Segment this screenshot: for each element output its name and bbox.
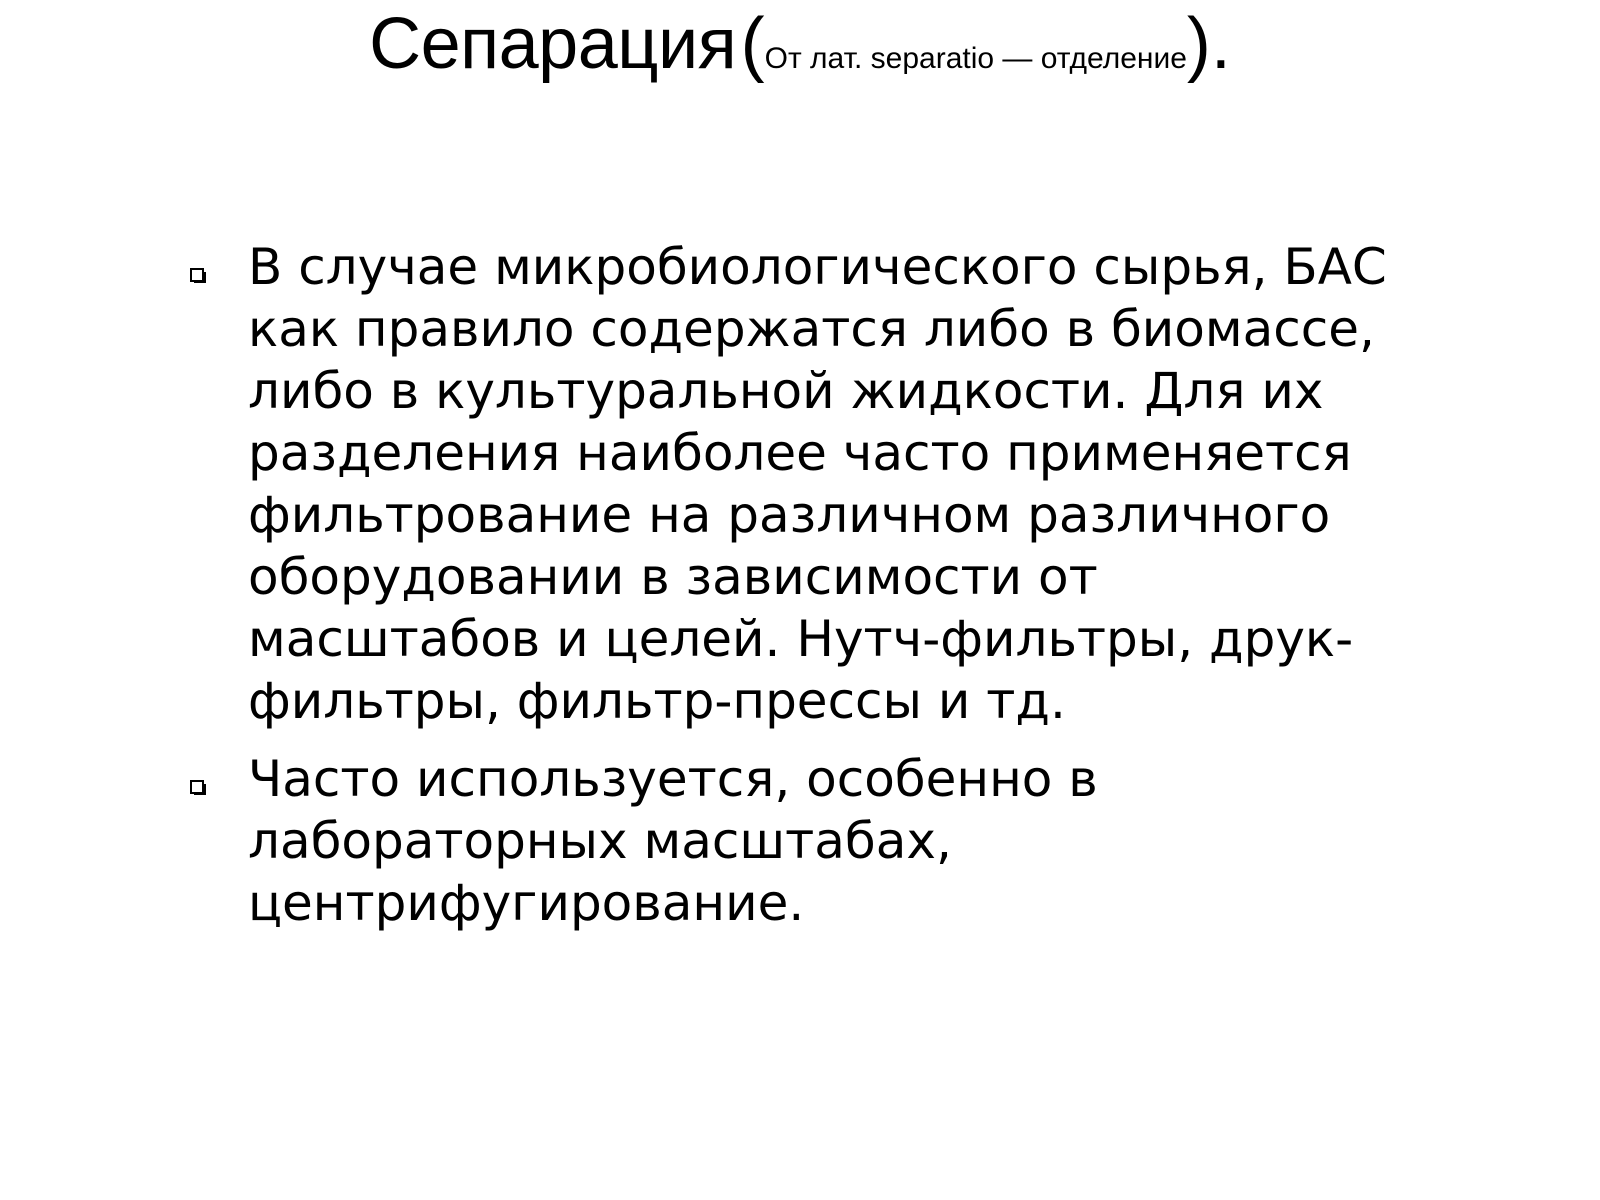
bullet-text: Часто используется, особенно в лабораторных масштабах, центрифугирование. bbox=[248, 750, 1098, 932]
square-bullet-icon bbox=[190, 266, 208, 284]
list-item bbox=[190, 236, 1570, 732]
bullet-text: В случае микробиологического сырья, БАС как правило содержатся либо в биомассе, либо в культуральной жидкости. Для их разделения наиболее часто применяется фильтрование на различном различного оборудовании в зависимости от масштабов и целей. Нутч-фильтры, друк-фильтры, фильтр-прессы и тд. bbox=[248, 238, 1387, 730]
square-bullet-icon bbox=[190, 778, 208, 796]
title-close-paren: ). bbox=[1186, 4, 1231, 84]
title-main: Сепарация bbox=[369, 4, 737, 84]
title-open-paren: ( bbox=[740, 4, 765, 84]
title-subtitle: От лат. separatio — отделение bbox=[764, 42, 1187, 75]
slide-title bbox=[0, 4, 1600, 84]
bullet-list bbox=[190, 236, 1570, 950]
list-item bbox=[190, 748, 1570, 934]
